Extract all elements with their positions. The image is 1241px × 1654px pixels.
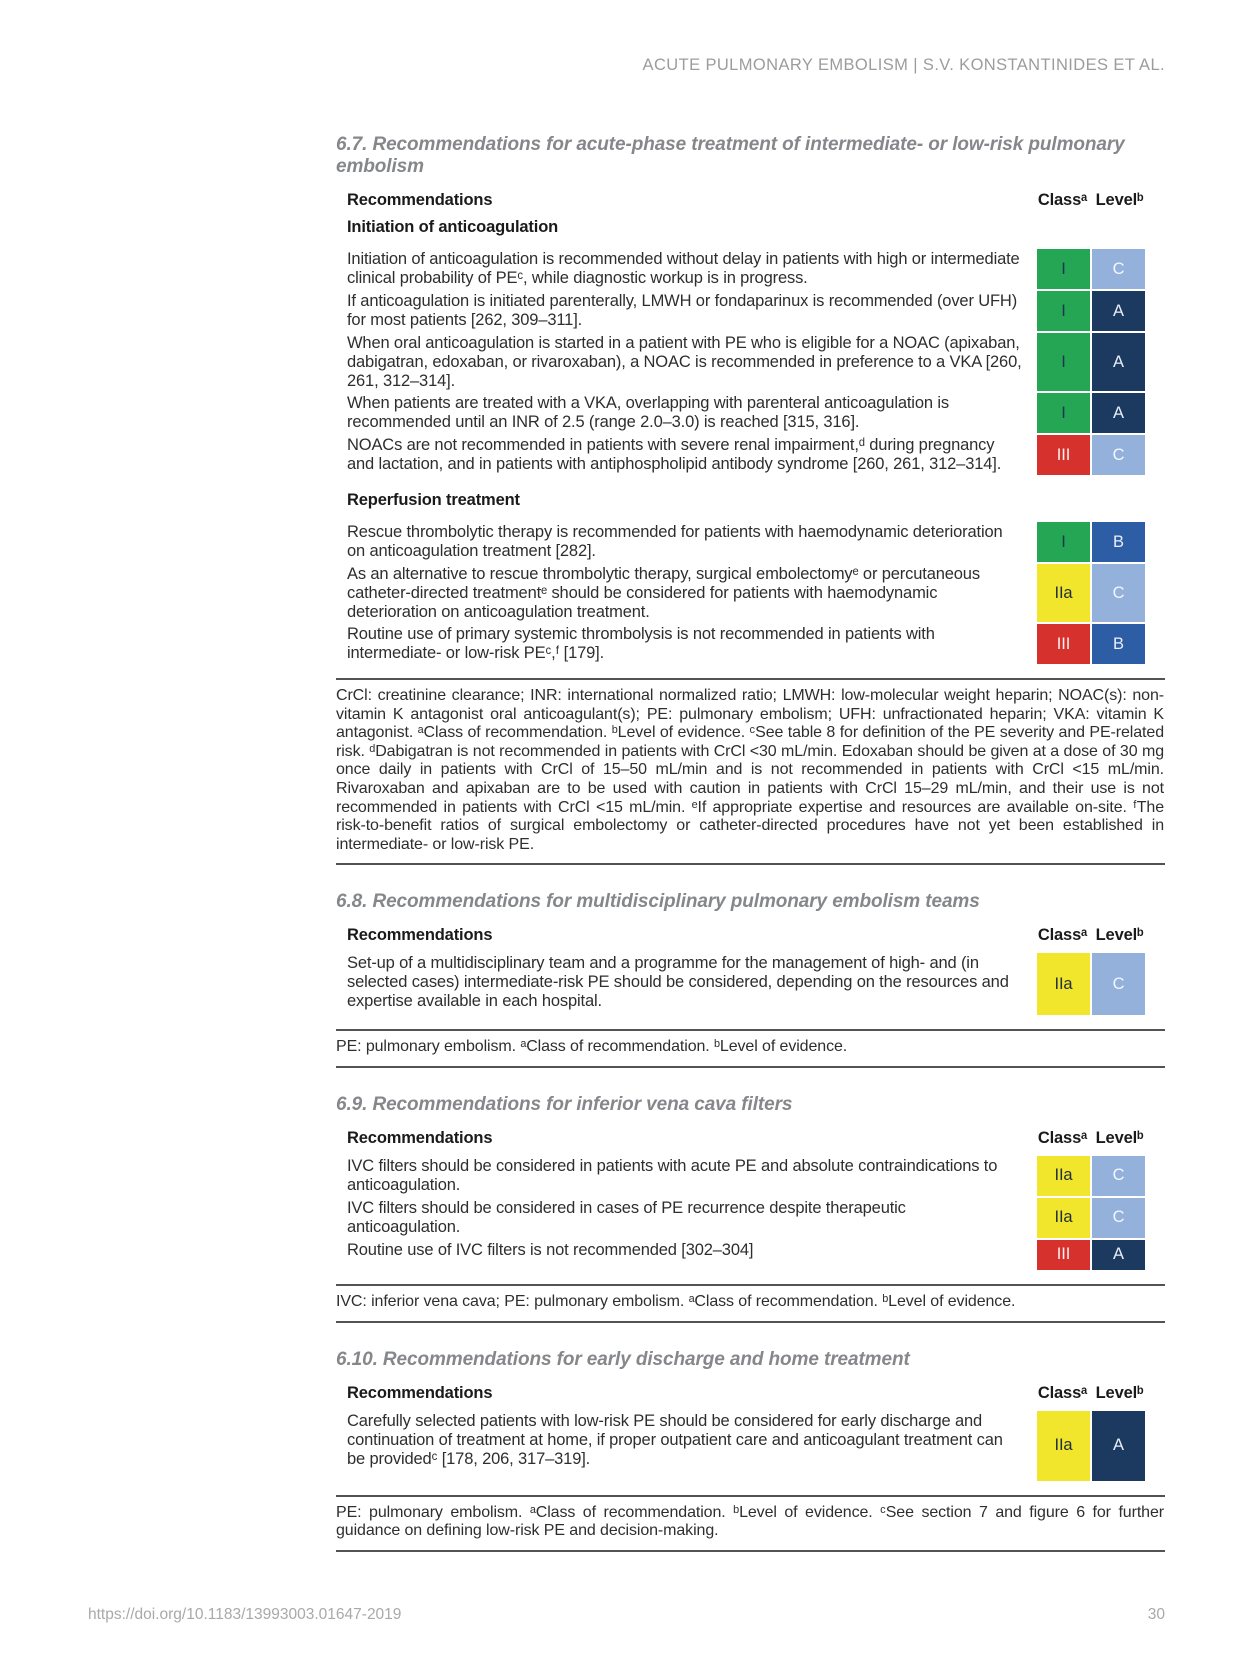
table-row (347, 953, 1147, 1015)
section-6-9 (336, 1094, 1165, 1323)
table-row (347, 1198, 1147, 1238)
column-header-class: Classᵃ (1037, 191, 1088, 209)
table-subheader: Initiation of anticoagulation (347, 218, 559, 236)
class-badge: I (1037, 333, 1090, 391)
section-title: 6.9. Recommendations for inferior vena cava filters (336, 1093, 793, 1115)
level-badge: A (1092, 1240, 1145, 1270)
section-title: 6.8. Recommendations for multidisciplinary pulmonary embolism teams (336, 891, 980, 913)
section-6-10 (336, 1349, 1165, 1552)
class-badge: I (1037, 522, 1090, 562)
table-row (347, 291, 1147, 331)
badge-group (1037, 624, 1147, 664)
table-row (347, 435, 1147, 475)
column-header-recommendations: Recommendations (347, 191, 493, 209)
table-row (347, 624, 1147, 664)
recommendation-text: Initiation of anticoagulation is recommended without delay in patients with high or intermediate clinical probability of PEᶜ, while diagnostic workup is in progress. (347, 250, 1020, 287)
doi-link[interactable]: https://doi.org/10.1183/13993003.01647-2019 (88, 1606, 402, 1623)
class-badge: III (1037, 435, 1090, 475)
table-footnote: PE: pulmonary embolism. ᵃClass of recommendation. ᵇLevel of evidence. ᶜSee section 7 and figure 6 for further guidance on defining low-risk PE and decision-making. (336, 1495, 1165, 1552)
badge-group (1037, 333, 1147, 391)
class-badge: IIa (1037, 564, 1090, 622)
badge-group (1037, 249, 1147, 289)
section-title: 6.7. Recommendations for acute-phase treatment of intermediate- or low-risk pulmonary embolism (336, 134, 1125, 177)
table-row (347, 564, 1147, 622)
table-row (347, 522, 1147, 562)
table-row (347, 393, 1147, 433)
page-number: 30 (1147, 1606, 1165, 1623)
column-header-recommendations: Recommendations (347, 926, 493, 945)
recommendation-text: If anticoagulation is initiated parenterally, LMWH or fondaparinux is recommended (over UFH) for most patients [262, 309–311]. (347, 292, 1018, 329)
badge-group (1037, 953, 1147, 1015)
table-footnote: IVC: inferior vena cava; PE: pulmonary embolism. ᵃClass of recommendation. ᵇLevel of evidence. (336, 1284, 1165, 1323)
badge-group (1037, 1156, 1147, 1196)
badge-group (1037, 1240, 1147, 1270)
column-header-class: Classᵃ (1037, 1383, 1088, 1402)
column-header-level: Levelᵇ (1095, 1128, 1144, 1147)
section-title: 6.10. Recommendations for early discharge and home treatment (336, 1348, 910, 1370)
recommendation-text: Carefully selected patients with low-risk PE should be considered for early discharge and continuation of treatment at home, if proper outpatient care and anticoagulant treatment can be providedᶜ [178, 206, 317–319]. (347, 1411, 1003, 1468)
column-header-recommendations: Recommendations (347, 1383, 493, 1402)
table-footnote: CrCl: creatinine clearance; INR: international normalized ratio; LMWH: low-molecular weight heparin; NOAC(s): non-vitamin K antagonist oral anticoagulant(s); PE: pulmonary embolism; UFH: unfractionated heparin; VKA: vitamin K antagonist. ᵃClass of recommendation. ᵇLevel of evidence. ᶜSee table 8 for definition of the PE severity and PE-related risk. ᵈDabigatran is not recommended in patients with CrCl <30 mL/min. Edoxaban should be given at a dose of 30 mg once daily in patients with CrCl of 15–50 mL/min and is not recommended in patients with CrCl <15 mL/min. Rivaroxaban and apixaban are to be used with caution in patients with CrCl 15–29 mL/min, and their use is not recommended in patients with CrCl <15 mL/min. ᵉIf appropriate expertise and resources are available on-site. ᶠThe risk-to-benefit ratios of surgical embolectomy or catheter-directed procedures have not yet been established in intermediate- or low-risk PE. (336, 678, 1165, 865)
level-badge: B (1092, 522, 1145, 562)
table-header-row (347, 1384, 1147, 1403)
class-badge: I (1037, 291, 1090, 331)
column-header-level: Levelᵇ (1095, 1383, 1144, 1402)
badge-group (1037, 1198, 1147, 1238)
running-head: ACUTE PULMONARY EMBOLISM | S.V. KONSTANTINIDES ET AL. (642, 56, 1165, 74)
recommendation-text: Rescue thrombolytic therapy is recommended for patients with haemodynamic deterioration on anticoagulation treatment [282]. (347, 523, 1003, 560)
column-header-class: Classᵃ (1037, 926, 1088, 945)
class-badge: I (1037, 249, 1090, 289)
table-row (347, 249, 1147, 289)
table-row (347, 1156, 1147, 1196)
class-badge: III (1037, 624, 1090, 664)
section-6-8 (336, 891, 1165, 1068)
class-badge: IIa (1037, 1411, 1090, 1481)
recommendation-text: When oral anticoagulation is started in a patient with PE who is eligible for a NOAC (apixaban, dabigatran, edoxaban, or rivaroxaban), a NOAC is recommended in preference to a VKA [260, 261, 312–314]. (347, 334, 1022, 390)
column-header-recommendations: Recommendations (347, 1128, 493, 1147)
column-header-level: Levelᵇ (1095, 191, 1144, 209)
level-badge: C (1092, 953, 1145, 1015)
level-badge: C (1092, 1156, 1145, 1196)
badge-group (1037, 435, 1147, 475)
badge-group (1037, 291, 1147, 331)
table-row (347, 1411, 1147, 1481)
recommendations-table (336, 191, 1165, 664)
table-row (347, 333, 1147, 391)
table-header-row (347, 926, 1147, 945)
recommendations-table (336, 926, 1165, 1015)
recommendation-text: Routine use of primary systemic thrombolysis is not recommended in patients with intermediate- or low-risk PEᶜ,ᶠ [179]. (347, 625, 935, 662)
recommendation-text: IVC filters should be considered in cases of PE recurrence despite therapeutic anticoagulation. (347, 1198, 906, 1236)
badge-group (1037, 1411, 1147, 1481)
level-badge: C (1092, 435, 1145, 475)
recommendation-text: Routine use of IVC filters is not recommended [302–304] (347, 1240, 754, 1259)
level-badge: A (1092, 291, 1145, 331)
recommendation-text: IVC filters should be considered in patients with acute PE and absolute contraindications to anticoagulation. (347, 1156, 998, 1194)
recommendation-text: NOACs are not recommended in patients with severe renal impairment,ᵈ during pregnancy and lactation, and in patients with antiphospholipid antibody syndrome [260, 261, 312–314]. (347, 436, 1002, 473)
level-badge: A (1092, 333, 1145, 391)
level-badge: A (1092, 393, 1145, 433)
class-badge: III (1037, 1240, 1090, 1270)
recommendation-text: Set-up of a multidisciplinary team and a programme for the management of high- and (in selected cases) intermediate-risk PE should be considered, depending on the resources and expertise available in each hospital. (347, 954, 1009, 1011)
recommendation-text: When patients are treated with a VKA, overlapping with parenteral anticoagulation is recommended until an INR of 2.5 (range 2.0–3.0) is reached [315, 316]. (347, 394, 949, 431)
level-badge: C (1092, 249, 1145, 289)
level-badge: B (1092, 624, 1145, 664)
class-badge: IIa (1037, 1198, 1090, 1238)
table-footnote: PE: pulmonary embolism. ᵃClass of recommendation. ᵇLevel of evidence. (336, 1029, 1165, 1068)
level-badge: C (1092, 564, 1145, 622)
section-6-7 (336, 134, 1165, 865)
badge-group (1037, 564, 1147, 622)
class-badge: IIa (1037, 1156, 1090, 1196)
table-header-row (347, 191, 1147, 210)
table-row (347, 1240, 1147, 1270)
level-badge: C (1092, 1198, 1145, 1238)
column-header-class: Classᵃ (1037, 1128, 1088, 1147)
recommendations-table (336, 1129, 1165, 1270)
level-badge: A (1092, 1411, 1145, 1481)
recommendation-text: As an alternative to rescue thrombolytic therapy, surgical embolectomyᵉ or percutaneous catheter-directed treatmentᵉ should be considered for patients with haemodynamic deterioration on anticoagulation treatment. (347, 565, 980, 621)
class-badge: I (1037, 393, 1090, 433)
table-header-row (347, 1129, 1147, 1148)
recommendations-table (336, 1384, 1165, 1481)
class-badge: IIa (1037, 953, 1090, 1015)
badge-group (1037, 522, 1147, 562)
badge-group (1037, 393, 1147, 433)
column-header-level: Levelᵇ (1095, 926, 1144, 945)
table-subheader: Reperfusion treatment (347, 491, 520, 509)
page-content (336, 134, 1165, 1552)
